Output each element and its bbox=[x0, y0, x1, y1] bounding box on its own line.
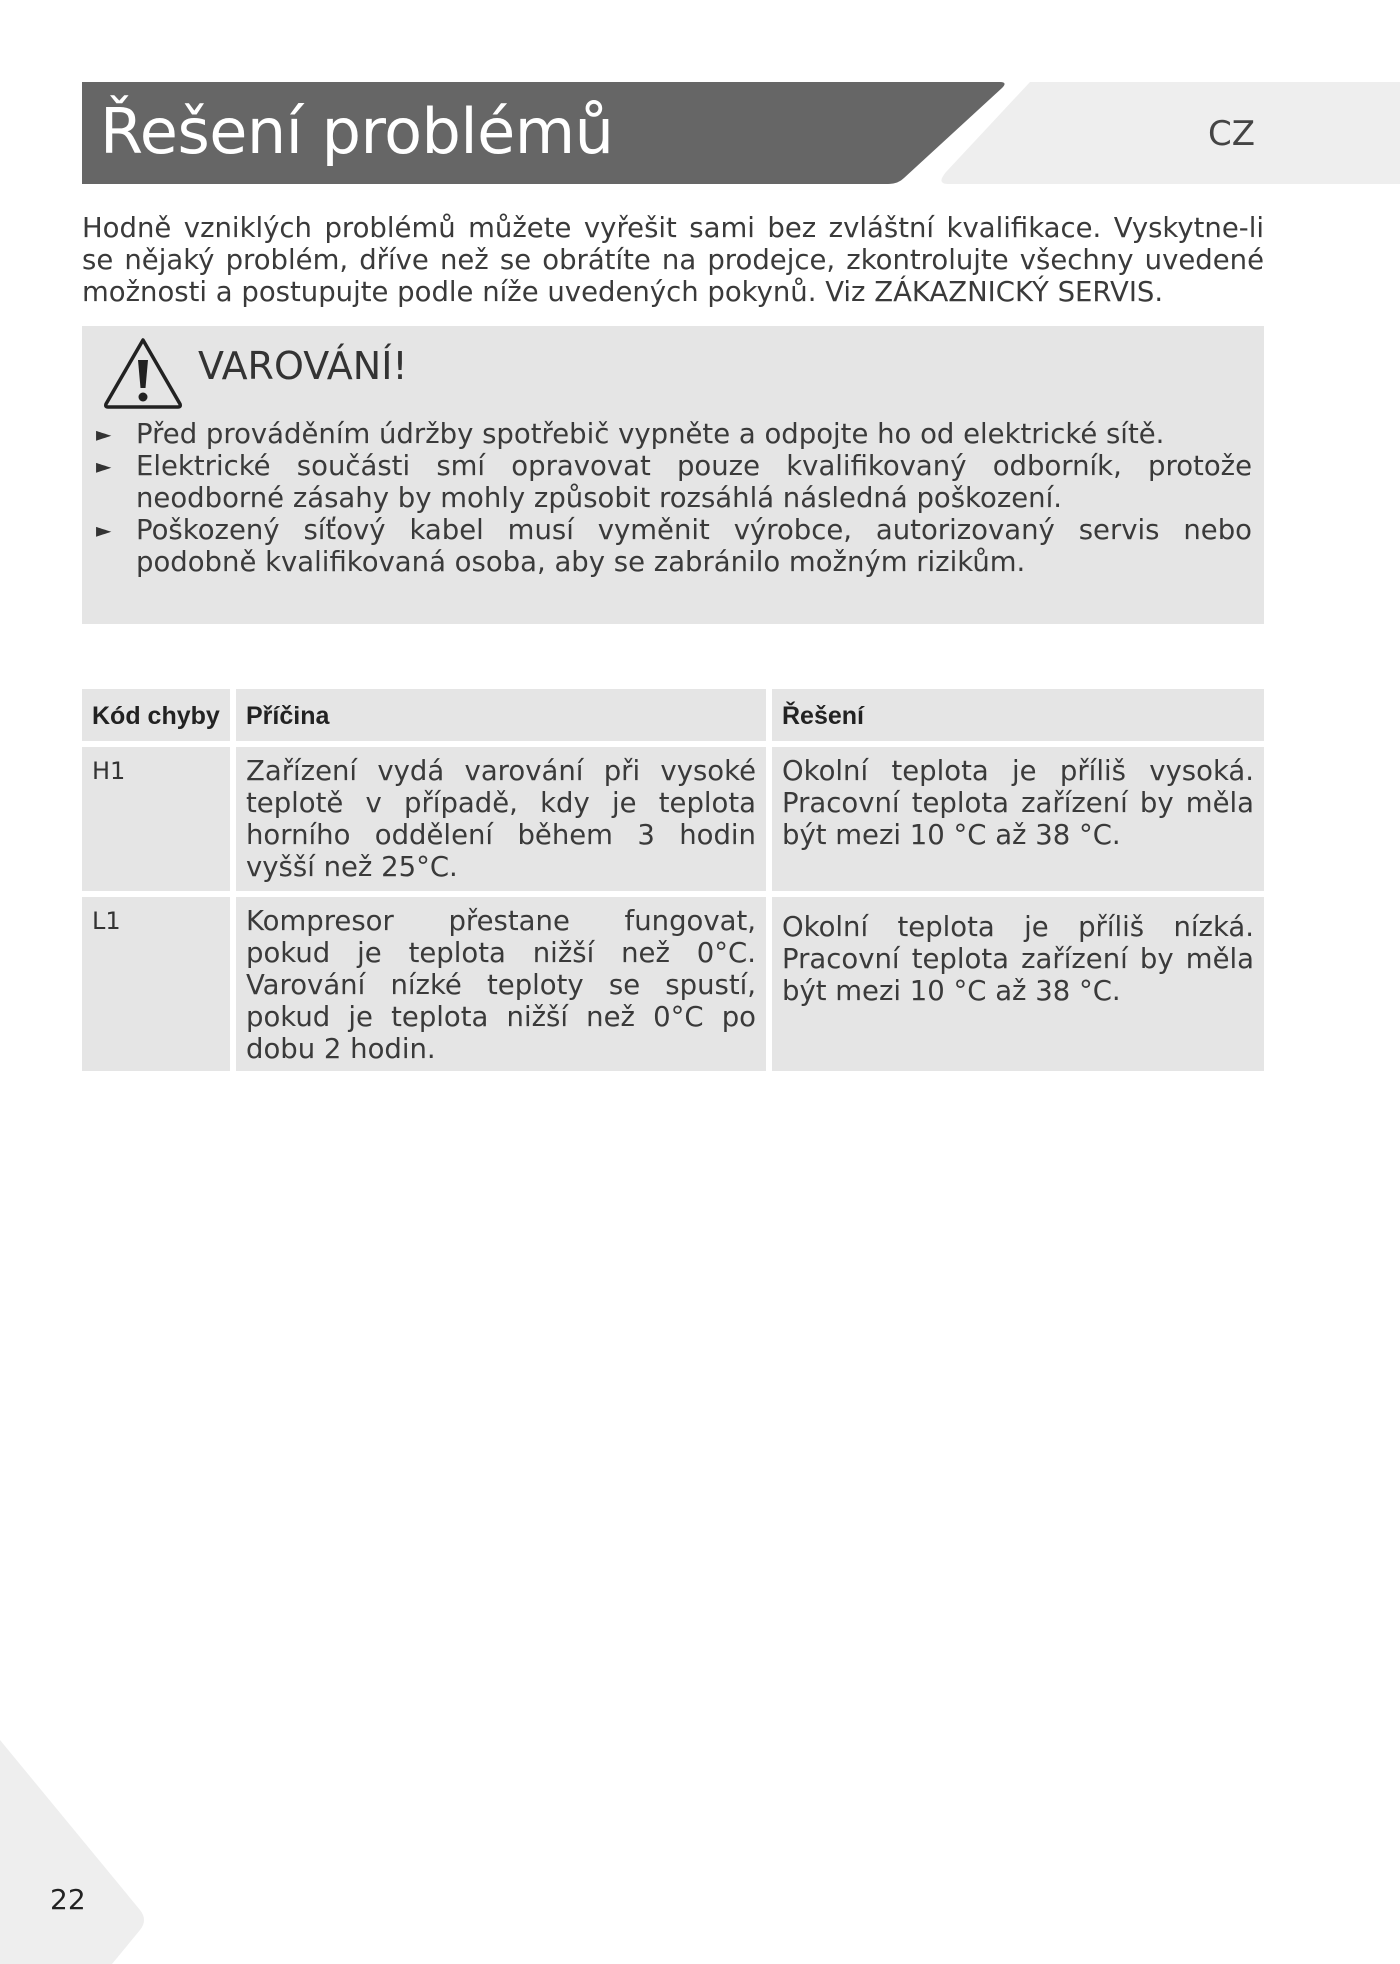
warning-item-text: Elektrické součásti smí opravovat pouze kvalifikovaný odborník, protože neodborné zásahy by mohly způsobit rozsáhlá následná poškození. bbox=[136, 450, 1252, 514]
warning-list bbox=[96, 418, 1252, 578]
list-item bbox=[96, 450, 1252, 514]
list-item bbox=[96, 418, 1252, 450]
fault-code: H1 bbox=[82, 747, 230, 891]
list-item bbox=[96, 514, 1252, 578]
column-header-code: Kód chyby bbox=[82, 689, 230, 741]
bullet-arrow-icon: ► bbox=[96, 422, 112, 446]
page-title: Řešení problémů bbox=[100, 95, 614, 168]
column-header-cause: Příčina bbox=[236, 689, 766, 741]
fault-solution: Okolní teplota je příliš vysoká. Pracovní teplota zařízení by měla být mezi 10 °C až 38 °C. bbox=[772, 747, 1264, 891]
fault-cause: Zařízení vydá varování při vysoké teplotě v případě, kdy je teplota horního oddělení během 3 hodin vyšší než 25°C. bbox=[236, 747, 766, 891]
language-tab-shape bbox=[940, 82, 1400, 184]
column-header-solution: Řešení bbox=[772, 689, 1264, 741]
fault-table bbox=[76, 683, 1270, 1077]
warning-item-text: Před prováděním údržby spotřebič vypněte a odpojte ho od elektrické sítě. bbox=[136, 418, 1165, 450]
warning-triangle-icon bbox=[102, 336, 184, 410]
bullet-arrow-icon: ► bbox=[96, 454, 112, 478]
fault-solution: Okolní teplota je příliš nízká. Pracovní teplota zařízení by měla být mezi 10 °C až 38 °C. bbox=[772, 897, 1264, 1071]
table-row bbox=[82, 897, 1264, 1071]
page-number: 22 bbox=[50, 1883, 86, 1916]
table-row bbox=[82, 747, 1264, 891]
page-corner-shape bbox=[0, 1740, 150, 1964]
warning-title: VAROVÁNÍ! bbox=[198, 344, 408, 388]
language-code: CZ bbox=[1208, 114, 1256, 154]
intro-paragraph: Hodně vzniklých problémů můžete vyřešit sami bez zvláštní kvalifikace. Vyskytne-li se nějaký problém, dříve než se obrátíte na prodejce, zkontrolujte všechny uvedené možnosti a postupujte podle níže uvedených pokynů. Viz ZÁKAZNICKÝ SERVIS. bbox=[82, 212, 1264, 308]
table-header-row bbox=[82, 689, 1264, 741]
language-tab bbox=[940, 82, 1400, 184]
warning-box bbox=[82, 326, 1264, 624]
fault-code: L1 bbox=[82, 897, 230, 1071]
bullet-arrow-icon: ► bbox=[96, 518, 112, 542]
fault-cause: Kompresor přestane fungovat, pokud je teplota nižší než 0°C. Varování nízké teploty se spustí, pokud je teplota nižší než 0°C po dobu 2 hodin. bbox=[236, 897, 766, 1071]
warning-item-text: Poškozený síťový kabel musí vyměnit výrobce, autorizovaný servis nebo podobně kvalifikovaná osoba, aby se zabránilo možným rizikům. bbox=[136, 514, 1252, 578]
